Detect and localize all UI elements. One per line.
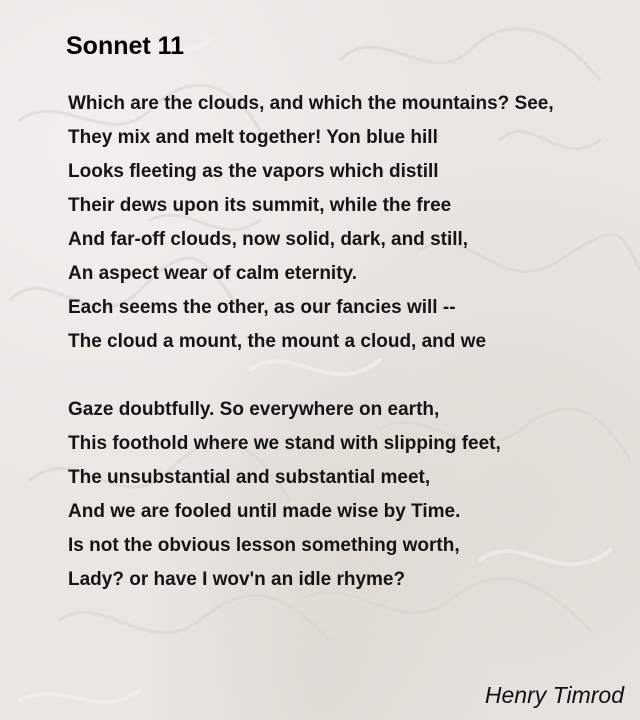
poem-stanza-1 (68, 87, 554, 359)
poem-line: And far-off clouds, now solid, dark, and still, (68, 229, 469, 250)
poem-line: This foothold where we stand with slipping feet, (68, 433, 501, 454)
poem-stanza-2 (68, 393, 501, 597)
poem-line: Which are the clouds, and which the mountains? See, (68, 93, 554, 114)
poem-title: Sonnet 11 (66, 32, 185, 60)
poem-line: Each seems the other, as our fancies will -- (68, 297, 456, 318)
poem-line: Is not the obvious lesson something worth, (68, 535, 460, 556)
poem-line: Their dews upon its summit, while the free (68, 195, 452, 216)
poem-line: The cloud a mount, the mount a cloud, and we (68, 331, 487, 352)
poem-line: They mix and melt together! Yon blue hill (68, 127, 438, 148)
poem-line: And we are fooled until made wise by Time. (68, 501, 461, 522)
poem-line: Lady? or have I wov'n an idle rhyme? (68, 569, 406, 590)
poem-line: The unsubstantial and substantial meet, (68, 467, 431, 488)
poem-line: An aspect wear of calm eternity. (68, 263, 357, 284)
poem-author: Henry Timrod (484, 682, 624, 708)
poem-line: Looks fleeting as the vapors which distill (68, 161, 439, 182)
poem-line: Gaze doubtfully. So everywhere on earth, (68, 399, 440, 420)
